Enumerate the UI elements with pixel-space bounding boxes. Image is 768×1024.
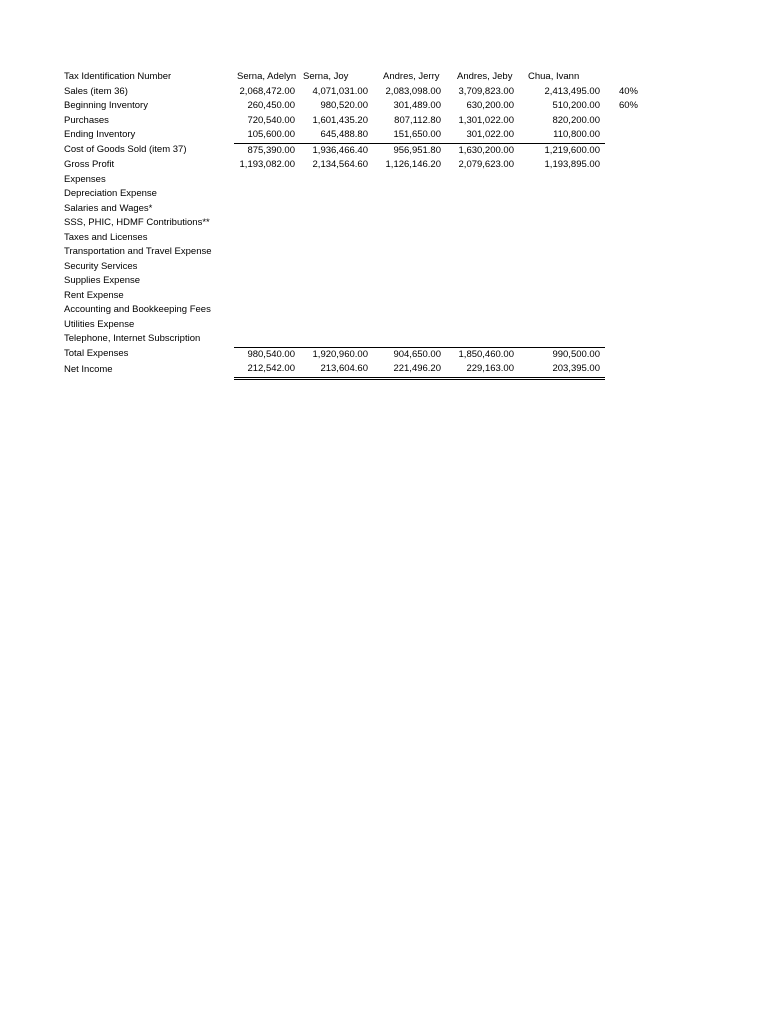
row-label: Total Expenses xyxy=(64,348,129,360)
table-row xyxy=(61,362,640,378)
percent-cell xyxy=(605,362,640,378)
value-cell xyxy=(373,318,446,333)
value-cell xyxy=(519,289,605,304)
value-cell xyxy=(519,187,605,202)
value-cell: 1,630,200.00 xyxy=(458,144,514,156)
value-cell xyxy=(234,173,300,188)
value-cell xyxy=(300,318,373,333)
value-cell: 2,134,564.60 xyxy=(312,159,368,170)
percent-cell xyxy=(605,187,640,202)
value-cell xyxy=(373,173,446,188)
value-cell xyxy=(234,202,300,217)
table-row xyxy=(61,158,640,173)
percent-cell: 60% xyxy=(618,100,638,111)
value-cell xyxy=(519,173,605,188)
value-cell xyxy=(373,303,446,318)
value-cell: 229,163.00 xyxy=(446,362,519,378)
percent-cell xyxy=(605,347,640,362)
row-label: Cost of Goods Sold (item 37) xyxy=(64,144,187,156)
income-statement-table xyxy=(61,70,640,380)
header-cell: Chua, Ivann xyxy=(528,71,580,82)
value-cell xyxy=(234,245,300,260)
value-cell xyxy=(446,260,519,275)
value-cell xyxy=(300,303,373,318)
table-row xyxy=(61,128,640,143)
table-row xyxy=(61,245,640,260)
value-cell xyxy=(446,173,519,188)
value-cell xyxy=(446,303,519,318)
percent-cell xyxy=(605,114,640,129)
value-cell xyxy=(300,187,373,202)
value-cell xyxy=(234,274,300,289)
value-cell xyxy=(300,231,373,246)
value-cell xyxy=(300,274,373,289)
header-label-cell: Tax Identification Number xyxy=(64,71,172,82)
value-cell xyxy=(446,245,519,260)
row-label: Utilities Expense xyxy=(64,318,135,330)
value-cell: 3,709,823.00 xyxy=(458,85,514,97)
percent-cell xyxy=(605,202,640,217)
value-cell xyxy=(519,202,605,217)
table-row xyxy=(61,274,640,289)
table-row xyxy=(61,99,640,114)
value-cell: 875,390.00 xyxy=(247,144,295,156)
row-label: Telephone, Internet Subscription xyxy=(64,333,201,345)
value-cell xyxy=(373,260,446,275)
value-cell xyxy=(373,289,446,304)
value-cell xyxy=(234,187,300,202)
value-cell xyxy=(446,274,519,289)
row-label: Security Services xyxy=(64,260,138,272)
value-cell xyxy=(519,332,605,347)
value-cell xyxy=(373,216,446,231)
header-cell: Andres, Jerry xyxy=(383,71,440,82)
value-cell: 260,450.00 xyxy=(247,100,295,111)
value-cell: 203,395.00 xyxy=(519,362,605,378)
value-cell: 1,301,022.00 xyxy=(458,114,514,126)
table-row xyxy=(61,260,640,275)
row-label: Gross Profit xyxy=(64,159,115,170)
percent-cell xyxy=(605,318,640,333)
value-cell xyxy=(519,303,605,318)
table-row xyxy=(61,216,640,231)
value-cell xyxy=(300,216,373,231)
value-cell xyxy=(446,187,519,202)
value-cell: 904,650.00 xyxy=(393,348,441,360)
value-cell xyxy=(446,332,519,347)
value-cell: 2,068,472.00 xyxy=(239,85,295,97)
value-cell xyxy=(234,260,300,275)
header-cell: Serna, Adelyn xyxy=(237,71,297,82)
value-cell: 110,800.00 xyxy=(519,128,605,143)
value-cell xyxy=(519,216,605,231)
value-cell: 1,920,960.00 xyxy=(312,348,368,360)
value-cell: 301,022.00 xyxy=(446,128,519,143)
percent-cell xyxy=(605,216,640,231)
header-cell: Andres, Jeby xyxy=(457,71,513,82)
row-label: Sales (item 36) xyxy=(64,85,128,97)
value-cell xyxy=(373,231,446,246)
table-row xyxy=(61,332,640,347)
value-cell xyxy=(234,318,300,333)
value-cell xyxy=(234,289,300,304)
value-cell xyxy=(519,260,605,275)
header-row xyxy=(61,70,640,85)
value-cell xyxy=(234,216,300,231)
value-cell xyxy=(519,231,605,246)
table-row xyxy=(61,289,640,304)
value-cell: 2,079,623.00 xyxy=(458,159,514,170)
value-cell xyxy=(373,187,446,202)
percent-cell xyxy=(605,173,640,188)
value-cell: 980,540.00 xyxy=(247,348,295,360)
value-cell xyxy=(446,231,519,246)
value-cell xyxy=(234,303,300,318)
value-cell: 151,650.00 xyxy=(373,128,446,143)
value-cell: 1,126,146.20 xyxy=(385,159,441,170)
value-cell xyxy=(373,245,446,260)
percent-cell xyxy=(605,158,640,173)
row-label: Depreciation Expense xyxy=(64,188,157,199)
value-cell xyxy=(373,274,446,289)
value-cell: 1,193,082.00 xyxy=(239,159,295,170)
percent-cell xyxy=(605,260,640,275)
row-label: Supplies Expense xyxy=(64,275,141,286)
value-cell xyxy=(373,202,446,217)
value-cell xyxy=(300,332,373,347)
table-row xyxy=(61,202,640,217)
percent-cell xyxy=(605,143,640,158)
value-cell xyxy=(300,289,373,304)
table-row xyxy=(61,303,640,318)
empty-cell xyxy=(605,70,640,85)
row-label: Purchases xyxy=(64,114,109,126)
value-cell: 1,601,435.20 xyxy=(312,114,368,126)
percent-cell xyxy=(605,245,640,260)
row-label: SSS, PHIC, HDMF Contributions** xyxy=(64,217,210,228)
table-row xyxy=(61,85,640,100)
row-label: Salaries and Wages* xyxy=(64,202,153,214)
percent-cell xyxy=(605,231,640,246)
percent-cell xyxy=(605,332,640,347)
table-row xyxy=(61,347,640,362)
row-label: Ending Inventory xyxy=(64,129,136,141)
table-row xyxy=(61,231,640,246)
value-cell xyxy=(373,332,446,347)
value-cell xyxy=(446,202,519,217)
table-row xyxy=(61,173,640,188)
row-label: Rent Expense xyxy=(64,289,124,301)
value-cell: 212,542.00 xyxy=(234,362,300,378)
value-cell xyxy=(446,289,519,304)
table-row xyxy=(61,187,640,202)
value-cell xyxy=(300,260,373,275)
value-cell xyxy=(446,216,519,231)
value-cell xyxy=(519,274,605,289)
percent-cell: 40% xyxy=(618,85,638,97)
value-cell: 2,413,495.00 xyxy=(544,85,600,97)
value-cell: 807,112.80 xyxy=(394,114,441,126)
row-label: Expenses xyxy=(64,173,106,185)
value-cell xyxy=(519,318,605,333)
value-cell: 720,540.00 xyxy=(247,114,295,126)
row-label: Accounting and Bookkeeping Fees xyxy=(64,304,211,315)
value-cell xyxy=(234,231,300,246)
value-cell xyxy=(234,332,300,347)
percent-cell xyxy=(605,274,640,289)
value-cell: 1,219,600.00 xyxy=(544,144,600,156)
value-cell: 105,600.00 xyxy=(234,128,300,143)
row-label: Beginning Inventory xyxy=(64,100,148,111)
table-row xyxy=(61,114,640,129)
value-cell: 301,489.00 xyxy=(393,100,441,111)
row-label: Transportation and Travel Expense xyxy=(64,246,212,257)
value-cell: 1,850,460.00 xyxy=(458,348,514,360)
value-cell xyxy=(300,173,373,188)
value-cell: 820,200.00 xyxy=(552,114,600,126)
value-cell: 980,520.00 xyxy=(320,100,368,111)
percent-cell xyxy=(605,289,640,304)
value-cell: 956,951.80 xyxy=(393,144,441,156)
value-cell: 645,488.80 xyxy=(300,128,373,143)
value-cell: 213,604.60 xyxy=(300,362,373,378)
value-cell: 1,193,895.00 xyxy=(544,159,600,170)
value-cell: 221,496.20 xyxy=(373,362,446,378)
value-cell: 630,200.00 xyxy=(466,100,514,111)
value-cell: 990,500.00 xyxy=(552,348,600,360)
value-cell: 510,200.00 xyxy=(552,100,600,111)
value-cell xyxy=(300,202,373,217)
table-row xyxy=(61,143,640,158)
row-label: Net Income xyxy=(64,363,113,375)
value-cell: 1,936,466.40 xyxy=(312,144,368,156)
table-row xyxy=(61,318,640,333)
percent-cell xyxy=(605,128,640,143)
value-cell xyxy=(300,245,373,260)
header-cell: Serna, Joy xyxy=(303,71,349,82)
value-cell: 4,071,031.00 xyxy=(312,85,368,97)
value-cell xyxy=(519,245,605,260)
percent-cell xyxy=(605,303,640,318)
value-cell xyxy=(446,318,519,333)
row-label: Taxes and Licenses xyxy=(64,231,148,243)
value-cell: 2,083,098.00 xyxy=(385,85,441,97)
